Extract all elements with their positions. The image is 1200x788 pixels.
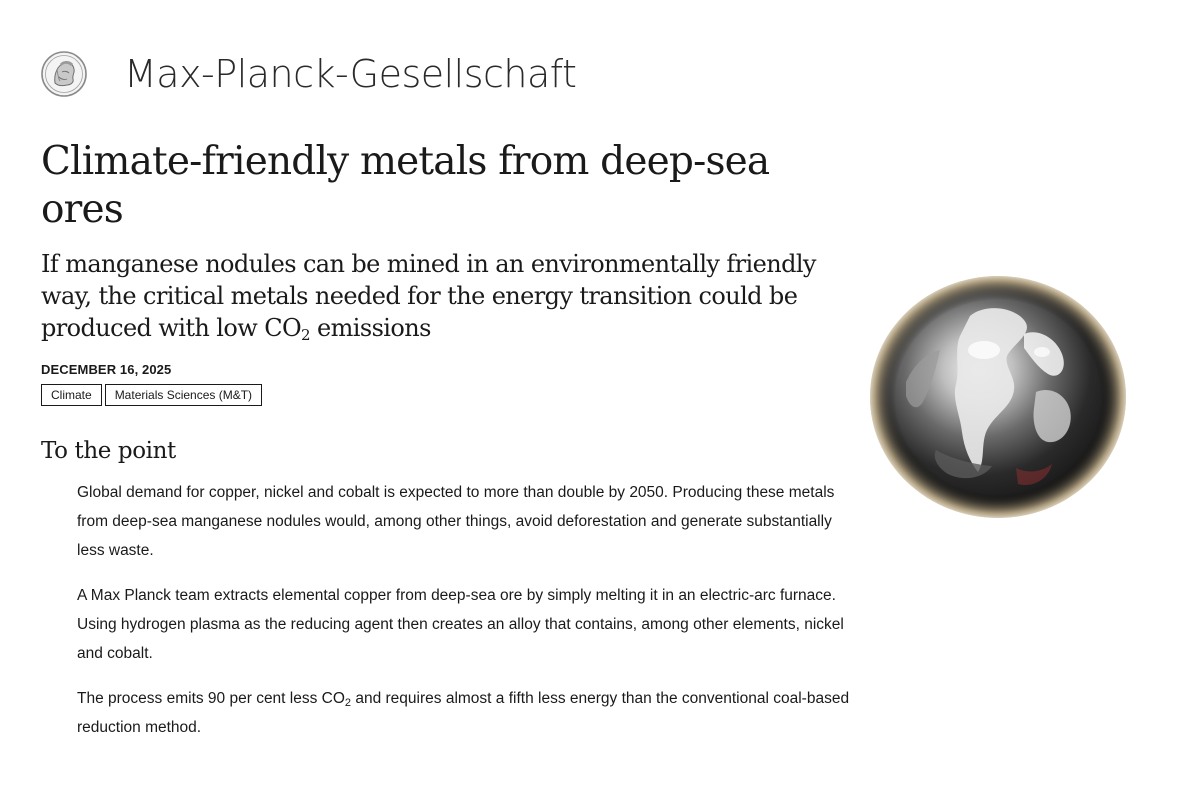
key-point-subscript: 2: [344, 697, 352, 709]
minerva-logo-icon[interactable]: [40, 50, 88, 98]
key-point-text-end: and requires almost a fifth less energy than the conventional coal-based reduction method.: [77, 690, 850, 736]
key-point-paragraph: Global demand for copper, nickel and cobalt is expected to more than double by 2050. Producing these metals from deep-sea manganese nodules would, among other things, avoid deforestation and generate substantially less waste.: [77, 484, 835, 559]
key-point-paragraph: A Max Planck team extracts elemental copper from deep-sea ore by simply melting it in an electric-arc furnace. Using hydrogen plasma as the reducing agent then creates an alloy that contains, among other elements, nickel and cobalt.: [77, 587, 844, 662]
article-content: [41, 138, 851, 758]
site-header: [40, 50, 576, 98]
metal-alloy-nugget-image: [866, 272, 1130, 522]
organization-name[interactable]: Max-Planck-Gesellschaft: [124, 52, 577, 96]
article-subtitle: [41, 248, 851, 344]
tag-list: [41, 384, 851, 406]
key-point-text: The process emits 90 per cent less CO: [77, 690, 345, 707]
section-heading: To the point: [41, 438, 176, 464]
tag-materials-sciences[interactable]: Materials Sciences (M&T): [105, 384, 262, 406]
subtitle-subscript: 2: [301, 326, 310, 344]
article-title: Climate-friendly metals from deep-sea ores: [41, 139, 770, 232]
key-point-paragraph: [77, 684, 857, 742]
tag-climate[interactable]: Climate: [41, 384, 102, 406]
publication-date: DECEMBER 16, 2025: [41, 362, 172, 377]
key-points: [77, 478, 857, 742]
subtitle-text-end: emissions: [309, 314, 431, 342]
subtitle-text: If manganese nodules can be mined in an environmentally friendly way, the critical metals needed for the energy transition could be produced with low CO: [41, 250, 816, 342]
